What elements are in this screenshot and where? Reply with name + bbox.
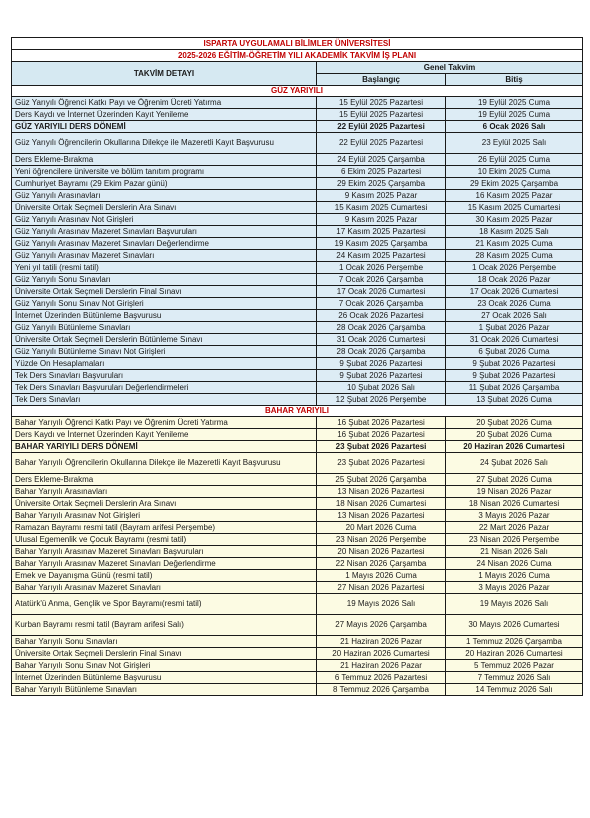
row-label: Bahar Yarıyılı Sonu Sınavları xyxy=(12,636,317,648)
row-label: İnternet Üzerinden Bütünleme Başvurusu xyxy=(12,310,317,322)
row-start-date: 1 Mayıs 2026 Cuma xyxy=(317,570,446,582)
row-start-date: 21 Haziran 2026 Pazar xyxy=(317,660,446,672)
row-label: Bahar Yarıyılı Arasınavları xyxy=(12,486,317,498)
row-end-date: 19 Nisan 2026 Pazar xyxy=(446,486,583,498)
row-end-date: 13 Şubat 2026 Cuma xyxy=(446,394,583,406)
row-label: GÜZ YARIYILI DERS DÖNEMİ xyxy=(12,121,317,133)
row-label: Ders Ekleme-Bırakma xyxy=(12,154,317,166)
row-label: Tek Ders Sınavları xyxy=(12,394,317,406)
row-start-date: 28 Ocak 2026 Çarşamba xyxy=(317,322,446,334)
row-label: Güz Yarıyılı Arasınav Mazeret Sınavları Değerlendirme xyxy=(12,238,317,250)
row-label: Güz Yarıyılı Arasınav Not Girişleri xyxy=(12,214,317,226)
table-row xyxy=(12,474,583,486)
row-start-date: 25 Şubat 2026 Çarşamba xyxy=(317,474,446,486)
row-start-date: 1 Ocak 2026 Perşembe xyxy=(317,262,446,274)
row-start-date: 16 Şubat 2026 Pazartesi xyxy=(317,429,446,441)
table-row xyxy=(12,370,583,382)
calendar-table-body xyxy=(12,38,583,696)
row-start-date: 29 Ekim 2025 Çarşamba xyxy=(317,178,446,190)
table-row xyxy=(12,322,583,334)
row-end-date: 21 Nisan 2026 Salı xyxy=(446,546,583,558)
table-row xyxy=(12,214,583,226)
row-label: Ramazan Bayramı resmi tatil (Bayram arifesi Perşembe) xyxy=(12,522,317,534)
row-end-date: 6 Şubat 2026 Cuma xyxy=(446,346,583,358)
row-start-date: 22 Eylül 2025 Pazartesi xyxy=(317,121,446,133)
section-header-row xyxy=(12,86,583,97)
row-label: Bahar Yarıyılı Öğrenci Katkı Payı ve Öğrenim Ücreti Yatırma xyxy=(12,417,317,429)
row-start-date: 18 Nisan 2026 Cumartesi xyxy=(317,498,446,510)
row-label: Yüzde On Hesaplamaları xyxy=(12,358,317,370)
row-start-date: 19 Mayıs 2026 Salı xyxy=(317,594,446,615)
row-end-date: 23 Eylül 2025 Salı xyxy=(446,133,583,154)
row-start-date: 27 Nisan 2026 Pazartesi xyxy=(317,582,446,594)
row-start-date: 9 Kasım 2025 Pazar xyxy=(317,190,446,202)
column-header-end: Bitiş xyxy=(446,74,583,86)
row-end-date: 19 Mayıs 2026 Salı xyxy=(446,594,583,615)
row-label: Güz Yarıyılı Bütünleme Sınavları xyxy=(12,322,317,334)
row-label: Bahar Yarıyılı Sonu Sınav Not Girişleri xyxy=(12,660,317,672)
table-row xyxy=(12,346,583,358)
row-start-date: 21 Haziran 2026 Pazar xyxy=(317,636,446,648)
table-row xyxy=(12,441,583,453)
row-label: Üniversite Ortak Seçmeli Derslerin Final Sınavı xyxy=(12,286,317,298)
row-end-date: 30 Kasım 2025 Pazar xyxy=(446,214,583,226)
row-label: Üniversite Ortak Seçmeli Derslerin Ara Sınavı xyxy=(12,202,317,214)
table-row xyxy=(12,238,583,250)
row-start-date: 7 Ocak 2026 Çarşamba xyxy=(317,298,446,310)
title-row-1 xyxy=(12,38,583,50)
calendar-table xyxy=(11,37,583,696)
row-start-date: 23 Şubat 2026 Pazartesi xyxy=(317,441,446,453)
table-row xyxy=(12,394,583,406)
row-end-date: 20 Haziran 2026 Cumartesi xyxy=(446,441,583,453)
column-header-start: Başlangıç xyxy=(317,74,446,86)
table-row xyxy=(12,121,583,133)
column-header-detail: TAKVİM DETAYI xyxy=(12,62,317,86)
row-start-date: 17 Ocak 2026 Cumartesi xyxy=(317,286,446,298)
row-end-date: 18 Kasım 2025 Salı xyxy=(446,226,583,238)
row-end-date: 23 Ocak 2026 Cuma xyxy=(446,298,583,310)
row-label: Güz Yarıyılı Sonu Sınavları xyxy=(12,274,317,286)
row-end-date: 9 Şubat 2026 Pazartesi xyxy=(446,370,583,382)
row-end-date: 1 Ocak 2026 Perşembe xyxy=(446,262,583,274)
table-row xyxy=(12,582,583,594)
row-start-date: 10 Şubat 2026 Salı xyxy=(317,382,446,394)
row-label: Güz Yarıyılı Bütünleme Sınavı Not Girişleri xyxy=(12,346,317,358)
table-row xyxy=(12,486,583,498)
row-start-date: 13 Nisan 2026 Pazartesi xyxy=(317,510,446,522)
row-label: Üniversite Ortak Seçmeli Derslerin Final Sınavı xyxy=(12,648,317,660)
table-row xyxy=(12,133,583,154)
row-end-date: 1 Temmuz 2026 Çarşamba xyxy=(446,636,583,648)
row-label: Bahar Yarıyılı Öğrencilerin Okullarına Dilekçe ile Mazeretli Kayıt Başvurusu xyxy=(12,453,317,474)
document-title: 2025-2026 EĞİTİM-ÖĞRETİM YILI AKADEMİK TAKVİM İŞ PLANI xyxy=(12,50,583,62)
row-start-date: 8 Temmuz 2026 Çarşamba xyxy=(317,684,446,696)
table-row xyxy=(12,558,583,570)
table-row xyxy=(12,262,583,274)
row-end-date: 22 Mart 2026 Pazar xyxy=(446,522,583,534)
row-end-date: 17 Ocak 2026 Cumartesi xyxy=(446,286,583,298)
row-label: Bahar Yarıyılı Bütünleme Sınavları xyxy=(12,684,317,696)
table-row xyxy=(12,334,583,346)
university-name: ISPARTA UYGULAMALI BİLİMLER ÜNİVERSİTESİ xyxy=(12,38,583,50)
table-row xyxy=(12,310,583,322)
row-label: İnternet Üzerinden Bütünleme Başvurusu xyxy=(12,672,317,684)
table-row xyxy=(12,286,583,298)
row-label: Güz Yarıyılı Öğrencilerin Okullarına Dilekçe ile Mazeretli Kayıt Başvurusu xyxy=(12,133,317,154)
row-start-date: 17 Kasım 2025 Pazartesi xyxy=(317,226,446,238)
table-row xyxy=(12,660,583,672)
row-end-date: 28 Kasım 2025 Cuma xyxy=(446,250,583,262)
row-label: Güz Yarıyılı Arasınavları xyxy=(12,190,317,202)
table-row xyxy=(12,672,583,684)
table-row xyxy=(12,594,583,615)
table-row xyxy=(12,498,583,510)
table-row xyxy=(12,154,583,166)
row-end-date: 14 Temmuz 2026 Salı xyxy=(446,684,583,696)
table-row xyxy=(12,274,583,286)
row-label: Yeni öğrencilere üniversite ve bölüm tanıtım programı xyxy=(12,166,317,178)
row-label: Emek ve Dayanışma Günü (resmi tatil) xyxy=(12,570,317,582)
row-label: Güz Yarıyılı Öğrenci Katkı Payı ve Öğrenim Ücreti Yatırma xyxy=(12,97,317,109)
row-label: Cumhuriyet Bayramı (29 Ekim Pazar günü) xyxy=(12,178,317,190)
row-label: Ders Kaydı ve İnternet Üzerinden Kayıt Yenileme xyxy=(12,109,317,121)
row-label: Ders Ekleme-Bırakma xyxy=(12,474,317,486)
row-start-date: 6 Temmuz 2026 Pazartesi xyxy=(317,672,446,684)
row-end-date: 10 Ekim 2025 Cuma xyxy=(446,166,583,178)
row-start-date: 24 Kasım 2025 Pazartesi xyxy=(317,250,446,262)
table-row xyxy=(12,522,583,534)
row-end-date: 27 Ocak 2026 Salı xyxy=(446,310,583,322)
row-end-date: 15 Kasım 2025 Cumartesi xyxy=(446,202,583,214)
row-label: Güz Yarıyılı Arasınav Mazeret Sınavları xyxy=(12,250,317,262)
table-row xyxy=(12,178,583,190)
row-label: Tek Ders Sınavları Başvuruları Değerlendirmeleri xyxy=(12,382,317,394)
table-row xyxy=(12,166,583,178)
row-start-date: 7 Ocak 2026 Çarşamba xyxy=(317,274,446,286)
section-header-row xyxy=(12,406,583,417)
row-start-date: 15 Eylül 2025 Pazartesi xyxy=(317,109,446,121)
row-end-date: 7 Temmuz 2026 Salı xyxy=(446,672,583,684)
row-label: Üniversite Ortak Seçmeli Derslerin Bütünleme Sınavı xyxy=(12,334,317,346)
row-end-date: 5 Temmuz 2026 Pazar xyxy=(446,660,583,672)
row-label: Bahar Yarıyılı Arasınav Mazeret Sınavları Başvuruları xyxy=(12,546,317,558)
academic-calendar-document xyxy=(11,37,582,696)
row-start-date: 24 Eylül 2025 Çarşamba xyxy=(317,154,446,166)
row-end-date: 24 Nisan 2026 Cuma xyxy=(446,558,583,570)
row-end-date: 11 Şubat 2026 Çarşamba xyxy=(446,382,583,394)
table-row xyxy=(12,250,583,262)
table-row xyxy=(12,534,583,546)
row-end-date: 3 Mayıs 2026 Pazar xyxy=(446,582,583,594)
row-end-date: 3 Mayıs 2026 Pazar xyxy=(446,510,583,522)
row-label: Güz Yarıyılı Sonu Sınav Not Girişleri xyxy=(12,298,317,310)
row-start-date: 19 Kasım 2025 Çarşamba xyxy=(317,238,446,250)
row-end-date: 1 Mayıs 2026 Cuma xyxy=(446,570,583,582)
row-start-date: 16 Şubat 2026 Pazartesi xyxy=(317,417,446,429)
column-header-general: Genel Takvim xyxy=(317,62,583,74)
row-end-date: 18 Nisan 2026 Cumartesi xyxy=(446,498,583,510)
row-end-date: 31 Ocak 2026 Cumartesi xyxy=(446,334,583,346)
row-label: Bahar Yarıyılı Arasınav Mazeret Sınavları xyxy=(12,582,317,594)
row-end-date: 29 Ekim 2025 Çarşamba xyxy=(446,178,583,190)
table-row xyxy=(12,429,583,441)
row-end-date: 30 Mayıs 2026 Cumartesi xyxy=(446,615,583,636)
row-end-date: 20 Haziran 2026 Cumartesi xyxy=(446,648,583,660)
row-end-date: 9 Şubat 2026 Pazartesi xyxy=(446,358,583,370)
table-row xyxy=(12,636,583,648)
row-label: Üniversite Ortak Seçmeli Derslerin Ara Sınavı xyxy=(12,498,317,510)
table-row xyxy=(12,615,583,636)
table-row xyxy=(12,382,583,394)
row-start-date: 20 Mart 2026 Cuma xyxy=(317,522,446,534)
table-row xyxy=(12,510,583,522)
table-row xyxy=(12,570,583,582)
table-row xyxy=(12,648,583,660)
row-start-date: 6 Ekim 2025 Pazartesi xyxy=(317,166,446,178)
row-end-date: 27 Şubat 2026 Cuma xyxy=(446,474,583,486)
section-title: BAHAR YARIYILI xyxy=(12,406,583,417)
table-row xyxy=(12,190,583,202)
row-end-date: 26 Eylül 2025 Cuma xyxy=(446,154,583,166)
row-end-date: 6 Ocak 2026 Salı xyxy=(446,121,583,133)
table-row xyxy=(12,109,583,121)
row-label: Ders Kaydı ve İnternet Üzerinden Kayıt Yenileme xyxy=(12,429,317,441)
table-row xyxy=(12,453,583,474)
row-start-date: 12 Şubat 2026 Perşembe xyxy=(317,394,446,406)
row-end-date: 18 Ocak 2026 Pazar xyxy=(446,274,583,286)
row-end-date: 19 Eylül 2025 Cuma xyxy=(446,109,583,121)
table-row xyxy=(12,684,583,696)
table-row xyxy=(12,202,583,214)
row-start-date: 15 Eylül 2025 Pazartesi xyxy=(317,97,446,109)
table-row xyxy=(12,298,583,310)
row-end-date: 19 Eylül 2025 Cuma xyxy=(446,97,583,109)
row-start-date: 20 Nisan 2026 Pazartesi xyxy=(317,546,446,558)
row-label: Ulusal Egemenlik ve Çocuk Bayramı (resmi tatil) xyxy=(12,534,317,546)
row-start-date: 13 Nisan 2026 Pazartesi xyxy=(317,486,446,498)
row-label: Kurban Bayramı resmi tatil (Bayram arifesi Salı) xyxy=(12,615,317,636)
table-row xyxy=(12,226,583,238)
row-label: Yeni yıl tatili (resmi tatil) xyxy=(12,262,317,274)
table-row xyxy=(12,417,583,429)
section-title: GÜZ YARIYILI xyxy=(12,86,583,97)
table-row xyxy=(12,358,583,370)
row-start-date: 9 Şubat 2026 Pazartesi xyxy=(317,358,446,370)
row-end-date: 23 Nisan 2026 Perşembe xyxy=(446,534,583,546)
title-row-2 xyxy=(12,50,583,62)
table-row xyxy=(12,97,583,109)
row-start-date: 9 Şubat 2026 Pazartesi xyxy=(317,370,446,382)
row-start-date: 28 Ocak 2026 Çarşamba xyxy=(317,346,446,358)
row-end-date: 20 Şubat 2026 Cuma xyxy=(446,429,583,441)
row-start-date: 23 Nisan 2026 Perşembe xyxy=(317,534,446,546)
row-start-date: 31 Ocak 2026 Cumartesi xyxy=(317,334,446,346)
row-end-date: 24 Şubat 2026 Salı xyxy=(446,453,583,474)
row-start-date: 22 Nisan 2026 Çarşamba xyxy=(317,558,446,570)
header-row-1 xyxy=(12,62,583,74)
row-label: Tek Ders Sınavları Başvuruları xyxy=(12,370,317,382)
row-label: BAHAR YARIYILI DERS DÖNEMİ xyxy=(12,441,317,453)
row-start-date: 23 Şubat 2026 Pazartesi xyxy=(317,453,446,474)
row-label: Bahar Yarıyılı Arasınav Not Girişleri xyxy=(12,510,317,522)
row-start-date: 15 Kasım 2025 Cumartesi xyxy=(317,202,446,214)
table-row xyxy=(12,546,583,558)
row-start-date: 20 Haziran 2026 Cumartesi xyxy=(317,648,446,660)
row-start-date: 27 Mayıs 2026 Çarşamba xyxy=(317,615,446,636)
row-label: Güz Yarıyılı Arasınav Mazeret Sınavları Başvuruları xyxy=(12,226,317,238)
row-end-date: 21 Kasım 2025 Cuma xyxy=(446,238,583,250)
row-end-date: 16 Kasım 2025 Pazar xyxy=(446,190,583,202)
row-label: Atatürk'ü Anma, Gençlik ve Spor Bayramı(resmi tatil) xyxy=(12,594,317,615)
row-start-date: 22 Eylül 2025 Pazartesi xyxy=(317,133,446,154)
row-start-date: 26 Ocak 2026 Pazartesi xyxy=(317,310,446,322)
row-end-date: 20 Şubat 2026 Cuma xyxy=(446,417,583,429)
row-start-date: 9 Kasım 2025 Pazar xyxy=(317,214,446,226)
row-end-date: 1 Şubat 2026 Pazar xyxy=(446,322,583,334)
row-label: Bahar Yarıyılı Arasınav Mazeret Sınavları Değerlendirme xyxy=(12,558,317,570)
